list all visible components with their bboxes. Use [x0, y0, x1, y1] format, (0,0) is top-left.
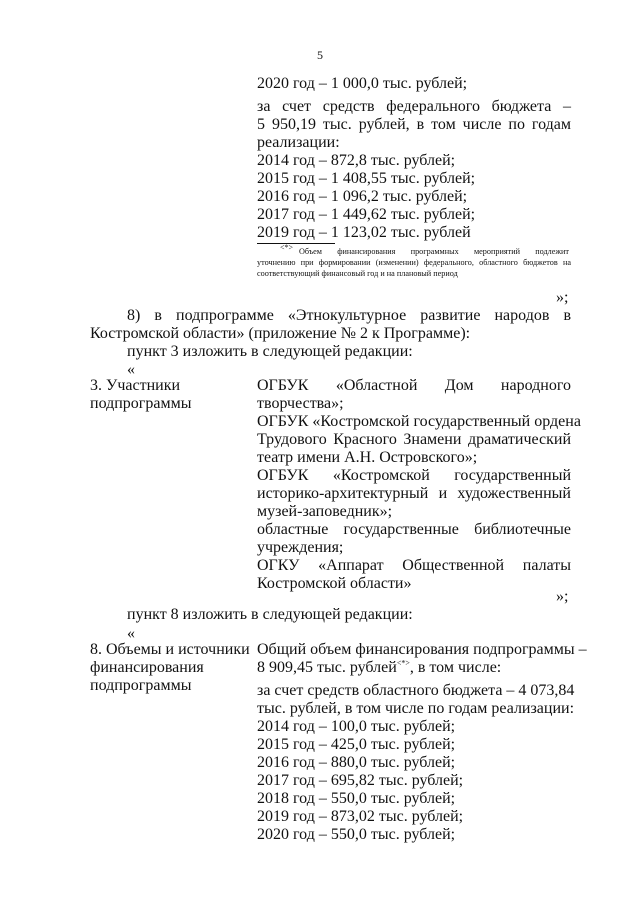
row-label: финансирования: [90, 659, 204, 676]
closing-quote: »;: [556, 289, 569, 306]
text-line: ОГБУК «Костромской государственный ордена: [257, 413, 581, 430]
total-amount: 8 909,45 тыс. рублей: [257, 659, 397, 676]
text-fragment: , в том числе:: [409, 659, 502, 676]
opening-quote: «: [127, 361, 135, 378]
text-line: 2015 год – 425,0 тыс. рублей;: [257, 736, 456, 753]
paragraph-line: 8) в подпрограмме «Этнокультурное развитие народов в: [127, 307, 571, 324]
footnote-text-1: Объем финансирования программных мероприятий подлежит: [299, 247, 569, 256]
text-line: 2019 год – 873,02 тыс. рублей;: [257, 808, 464, 825]
text-line: тыс. рублей, в том числе по годам реализации:: [257, 700, 575, 717]
text-line: за счет средств областного бюджета – 4 073,84: [257, 682, 575, 699]
text-line: 2014 год – 872,8 тыс. рублей;: [257, 152, 456, 169]
text-line: ОГБУК «Костромской государственный: [257, 467, 571, 484]
text-line: 2017 год – 695,82 тыс. рублей;: [257, 772, 464, 789]
text-line: творчества»;: [257, 395, 344, 412]
text-line: 2017 год – 1 449,62 тыс. рублей;: [257, 206, 476, 223]
text-line: [257, 659, 571, 677]
text-line: 2016 год – 1 096,2 тыс. рублей;: [257, 188, 468, 205]
paragraph-line: пункт 3 изложить в следующей редакции:: [127, 343, 413, 360]
row-label: подпрограммы: [90, 677, 192, 694]
text-line: 2015 год – 1 408,55 тыс. рублей;: [257, 170, 476, 187]
footnote-rule: [257, 243, 335, 244]
row-label: 3. Участники: [90, 377, 181, 394]
text-line: 2018 год – 550,0 тыс. рублей;: [257, 790, 456, 807]
text-line: 2020 год – 1 000,0 тыс. рублей;: [257, 75, 468, 92]
footnote-ref: <*>: [396, 658, 410, 668]
text-line: историко-архитектурный и художественный: [257, 485, 571, 502]
row-label: подпрограммы: [90, 395, 192, 412]
text-line: 2014 год – 100,0 тыс. рублей;: [257, 718, 456, 735]
text-line: 2016 год – 880,0 тыс. рублей;: [257, 754, 456, 771]
row-label: 8. Объемы и источники: [90, 641, 250, 658]
page-number: 5: [317, 48, 323, 62]
text-line: ОГБУК «Областной Дом народного: [257, 377, 571, 394]
text-line: 5 950,19 тыс. рублей, в том числе по годам: [257, 116, 571, 133]
text-line: областные государственные библиотечные: [257, 521, 571, 538]
footnote-line: уточнению при формировании (изменении) федерального, областного бюджетов на: [257, 258, 571, 267]
paragraph-line: пункт 8 изложить в следующей редакции:: [127, 606, 413, 623]
text-line: Общий объем финансирования подпрограммы –: [257, 641, 587, 658]
text-line: музей-заповедник»;: [257, 503, 393, 520]
text-line: Костромской области»: [257, 575, 412, 592]
text-line: Трудового Красного Знамени драматический: [257, 431, 571, 448]
text-line: за счет средств федерального бюджета –: [257, 98, 571, 115]
paragraph-line: Костромской области» (приложение № 2 к Программе):: [90, 325, 471, 342]
text-line: 2019 год – 1 123,02 тыс. рублей: [257, 224, 471, 241]
text-line: 2020 год – 550,0 тыс. рублей;: [257, 826, 456, 843]
footnote-line: <*> Объем финансирования программных мероприятий подлежит: [279, 243, 569, 256]
text-line: театр имени А.Н. Островского»;: [257, 449, 478, 466]
closing-quote: »;: [556, 588, 569, 605]
text-line: учреждения;: [257, 539, 344, 556]
opening-quote: «: [127, 625, 135, 642]
text-line: реализации:: [257, 134, 340, 151]
text-line: ОГКУ «Аппарат Общественной палаты: [257, 557, 571, 574]
footnote-line: соответствующий финансовый год и на плановый период: [257, 269, 458, 278]
